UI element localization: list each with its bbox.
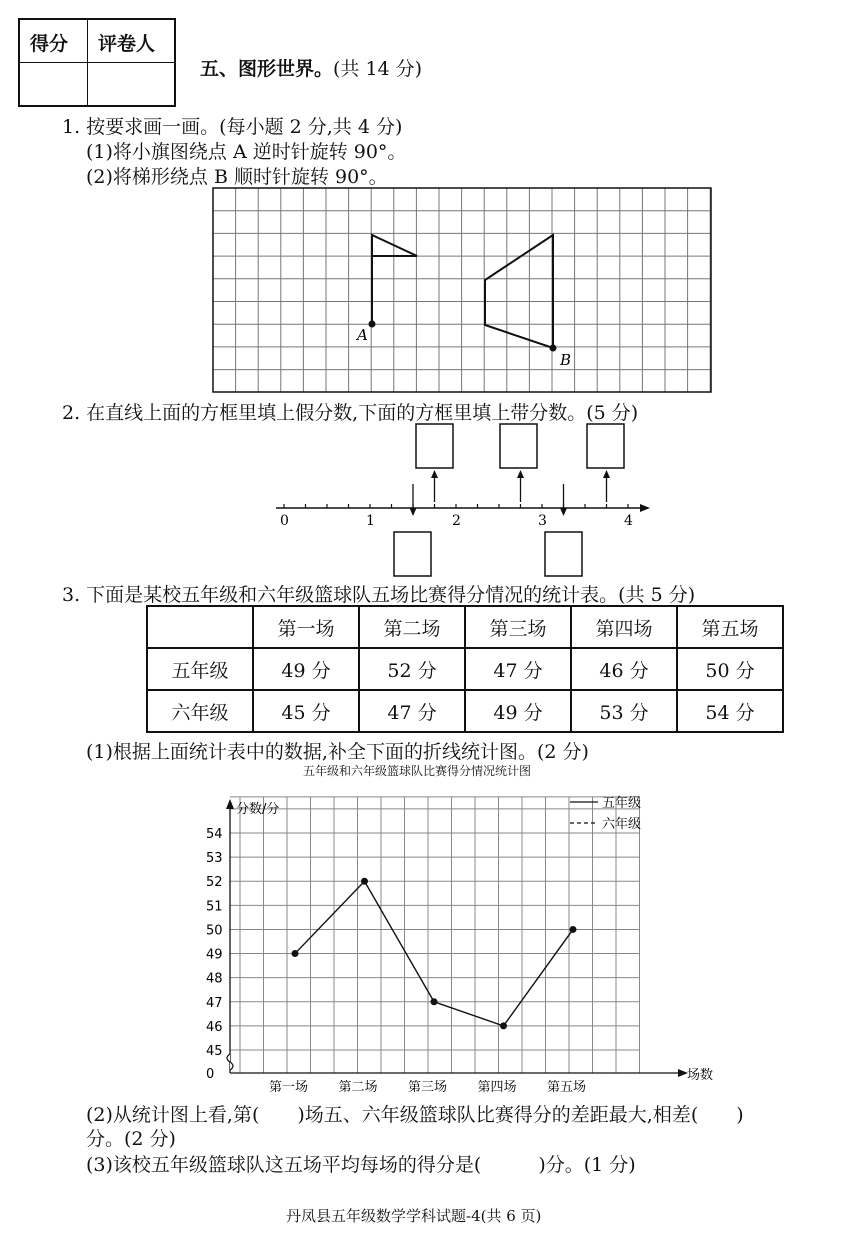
y-axis-arrowhead (226, 799, 234, 809)
answer-box-improper-2 (500, 424, 537, 468)
table-cell: 50 分 (677, 648, 783, 690)
x-tick-label: 第三场 (408, 1080, 448, 1095)
x-tick-label: 第一场 (269, 1080, 309, 1095)
trapezoid-shape (485, 235, 553, 348)
y-tick-label: 53 (206, 851, 223, 867)
table-header-cell: 第四场 (571, 606, 677, 648)
y-tick-label: 52 (206, 875, 223, 891)
y-tick-label: 46 (206, 1019, 223, 1035)
table-cell: 53 分 (571, 690, 677, 732)
up-arrow-head (431, 470, 438, 478)
answer-box-improper-1 (416, 424, 453, 468)
table-header-cell: 第一场 (253, 606, 359, 648)
number-line-tick-label: 0 (280, 513, 289, 529)
up-arrow-head (517, 470, 524, 478)
chart-plot (206, 795, 713, 1095)
point-a-label: A (357, 326, 368, 344)
table-header-row (147, 606, 783, 648)
y-tick-label: 49 (206, 947, 223, 963)
line-chart (190, 785, 740, 1105)
table-header-cell (147, 606, 253, 648)
table-row (147, 648, 783, 690)
table-row (147, 690, 783, 732)
x-tick-label: 第五场 (547, 1080, 587, 1095)
down-arrow-head (410, 508, 417, 516)
q1-title: 1. 按要求画一画。(每小题 2 分,共 4 分) (62, 116, 403, 138)
data-point (292, 950, 299, 957)
y-tick-label: 45 (206, 1044, 223, 1059)
number-line-tick-label: 1 (366, 513, 375, 529)
q2-title: 2. 在直线上面的方框里填上假分数,下面的方框里填上带分数。(5 分) (62, 402, 639, 424)
table-header-cell: 第二场 (359, 606, 465, 648)
x-tick-label: 第二场 (338, 1080, 378, 1095)
data-point (431, 998, 438, 1005)
section-points: (共 14 分) (333, 58, 423, 80)
y-tick-label: 47 (206, 995, 223, 1011)
table-cell: 47 分 (465, 648, 571, 690)
y-tick-label: 54 (206, 827, 223, 842)
number-line-figure (270, 418, 660, 583)
q1-grid-figure (210, 185, 715, 395)
score-box (18, 18, 176, 107)
legend-label: 五年级 (602, 796, 642, 811)
section-title: 五、图形世界。 (200, 58, 334, 80)
axis-break-symbol (227, 1054, 233, 1070)
table-cell: 54 分 (677, 690, 783, 732)
q3-sub3: (3)该校五年级篮球队这五场平均每场的得分是( )分。(1 分) (86, 1154, 636, 1176)
point-a (369, 321, 376, 328)
table-cell: 五年级 (147, 648, 253, 690)
score-table (146, 605, 784, 733)
x-tick-label: 第四场 (477, 1080, 517, 1095)
y-tick-label: 48 (206, 971, 223, 987)
number-line-tick-label: 4 (624, 513, 633, 529)
number-line-tick-label: 2 (452, 513, 461, 529)
table-cell: 46 分 (571, 648, 677, 690)
point-b-label: B (560, 351, 572, 369)
up-arrow-head (603, 470, 610, 478)
y-axis-label: 分数/分 (236, 802, 280, 817)
table-cell: 52 分 (359, 648, 465, 690)
table-cell: 六年级 (147, 690, 253, 732)
table-cell: 47 分 (359, 690, 465, 732)
down-arrow-head (560, 508, 567, 516)
answer-box-improper-3 (587, 424, 624, 468)
table-cell: 49 分 (253, 648, 359, 690)
square-grid (213, 188, 711, 392)
q1-sub1: (1)将小旗图绕点 A 逆时针旋转 90°。 (86, 141, 407, 163)
q3-title: 3. 下面是某校五年级和六年级篮球队五场比赛得分情况的统计表。(共 5 分) (62, 584, 696, 606)
page-footer: 丹凤县五年级数学学科试题-4(共 6 页) (286, 1207, 542, 1225)
data-point (570, 926, 577, 933)
table-header-cell: 第五场 (677, 606, 783, 648)
q3-sub2-line2: 分。(2 分) (86, 1128, 176, 1150)
grader-label: 评卷人 (98, 33, 156, 55)
table-header-cell: 第三场 (465, 606, 571, 648)
answer-box-mixed-1 (394, 532, 431, 576)
y-tick-label: 50 (206, 923, 223, 939)
data-point (361, 878, 368, 885)
number-line (276, 470, 650, 529)
y-tick-label: 0 (206, 1067, 215, 1082)
point-b (550, 345, 557, 352)
legend-label: 六年级 (602, 817, 642, 832)
score-label: 得分 (30, 33, 69, 55)
q3-sub2-line1: (2)从统计图上看,第( )场五、六年级篮球队比赛得分的差距最大,相差( ) (86, 1104, 744, 1126)
y-tick-label: 51 (206, 899, 223, 915)
q1-sub2: (2)将梯形绕点 B 顺时针旋转 90°。 (86, 166, 388, 188)
table-cell: 45 分 (253, 690, 359, 732)
number-line-arrowhead (640, 504, 650, 512)
chart-title: 五年级和六年级篮球队比赛得分情况统计图 (303, 764, 532, 778)
table-cell: 49 分 (465, 690, 571, 732)
q3-sub1: (1)根据上面统计表中的数据,补全下面的折线统计图。(2 分) (86, 741, 589, 763)
number-line-tick-label: 3 (538, 513, 547, 529)
section-heading (200, 54, 422, 81)
answer-box-mixed-2 (545, 532, 582, 576)
x-axis-label: 场数 (687, 1068, 714, 1083)
data-point (500, 1022, 507, 1029)
flag-shape (372, 235, 417, 324)
